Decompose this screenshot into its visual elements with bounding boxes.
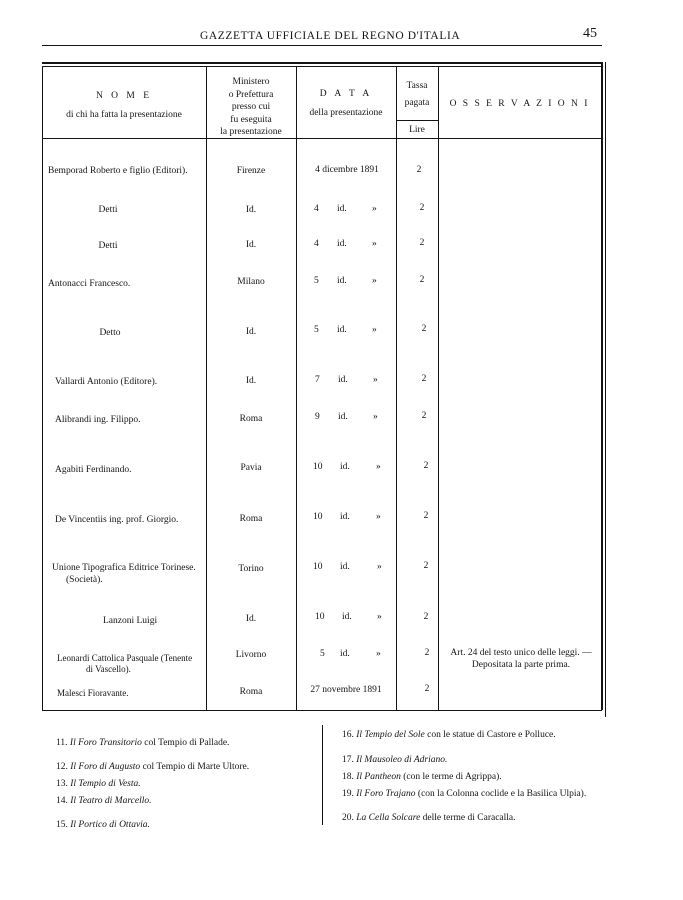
row-place: Roma xyxy=(239,687,263,697)
header-bottom-rule xyxy=(42,138,602,139)
row-name: Bemporad Roberto e figlio (Editori). xyxy=(48,166,188,176)
row-tassa: 2 xyxy=(424,648,430,658)
row-tassa: 2 xyxy=(419,203,425,213)
table-bottom-rule xyxy=(42,710,602,711)
row-place: Id. xyxy=(245,327,257,337)
ministero-line: la presentazione xyxy=(220,127,282,137)
observation-line-1: Art. 24 del testo unico delle leggi. — xyxy=(450,648,592,658)
col-header-tassa xyxy=(396,80,438,109)
table-right-border xyxy=(601,62,603,710)
row-name: Agabiti Ferdinando. xyxy=(55,465,132,475)
row-day: 5 xyxy=(314,325,319,335)
col-header-nome xyxy=(42,90,206,121)
row-place: Milano xyxy=(237,277,265,287)
row-mark: » xyxy=(377,612,382,622)
row-name: Detti xyxy=(98,241,118,251)
row-name: Lanzoni Luigi xyxy=(103,616,158,626)
footnote-item xyxy=(56,762,249,772)
row-day: 5 xyxy=(320,649,325,659)
row-day: 10 xyxy=(313,562,323,572)
row-place: Pavia xyxy=(240,463,262,473)
row-mark: » xyxy=(377,562,382,572)
footnote-rest: col Tempio di Pallade. xyxy=(141,738,230,748)
footnote-num: 15. xyxy=(56,820,68,830)
row-mark: » xyxy=(373,375,378,385)
footnote-rest: con le statue di Castore e Polluce. xyxy=(424,730,556,740)
ministero-line: o Prefettura xyxy=(228,89,274,100)
footnote-item xyxy=(342,772,502,782)
footnote-rest: col Tempio di Marte Ultore. xyxy=(140,762,250,772)
page-number: 45 xyxy=(583,26,597,41)
row-place: Id. xyxy=(245,614,257,624)
row-date: 27 novembre 1891 xyxy=(310,685,382,695)
col-unit-lire: Lire xyxy=(409,125,425,135)
row-mark: » xyxy=(376,512,381,522)
row-day: 7 xyxy=(315,375,320,385)
row-id: id. xyxy=(338,412,348,422)
row-id: id. xyxy=(337,204,347,214)
footnote-num: 11. xyxy=(56,738,68,748)
row-day: 10 xyxy=(313,512,323,522)
footnote-item xyxy=(342,789,586,799)
row-id: id. xyxy=(337,239,347,249)
footnote-title: La Cella Solcare xyxy=(356,813,421,823)
header-rule xyxy=(42,45,602,46)
row-day: 10 xyxy=(315,612,325,622)
footnote-num: 12. xyxy=(56,762,68,772)
row-place: Roma xyxy=(239,514,263,524)
footnote-column-divider xyxy=(322,725,323,825)
footnote-num: 18. xyxy=(342,772,354,782)
ministero-line: Ministero xyxy=(232,77,270,87)
col-header-osservazioni: O S S E R V A Z I O N I xyxy=(449,99,590,109)
footnote-title: Il Mausoleo di Adriano. xyxy=(356,755,448,765)
row-place: Firenze xyxy=(236,166,266,176)
table-top-rule-2 xyxy=(42,66,602,67)
row-name: De Vincentiis ing. prof. Giorgio. xyxy=(55,515,179,525)
footnote-title: Il Tempio del Sole xyxy=(356,730,425,740)
row-mark: » xyxy=(372,325,377,335)
col-header-data xyxy=(296,88,396,119)
row-day: 4 xyxy=(314,239,319,249)
row-id: id. xyxy=(342,612,352,622)
row-name: Unione Tipografica Editrice Torinese. xyxy=(52,563,196,573)
row-day: 9 xyxy=(315,412,320,422)
footnote-rest: (con la Colonna coclide e la Basilica Ulpia). xyxy=(415,789,587,799)
row-name-cont: (Società). xyxy=(66,575,103,585)
row-name: Detti xyxy=(98,205,118,215)
row-day: 4 xyxy=(314,204,319,214)
row-id: id. xyxy=(337,276,347,286)
tassa-unit-rule xyxy=(396,120,438,121)
row-tassa: 2 xyxy=(416,165,422,175)
row-tassa: 2 xyxy=(424,684,430,694)
footnote-item xyxy=(56,738,229,748)
row-name: Vallardi Antonio (Editore). xyxy=(55,377,158,387)
footnote-num: 19. xyxy=(342,789,354,799)
footnote-title: Il Foro Transitorio xyxy=(69,738,142,748)
row-day: 5 xyxy=(314,276,319,286)
footnote-item xyxy=(56,779,141,789)
row-name-cont: di Vascello). xyxy=(86,664,131,674)
ministero-line: presso cui xyxy=(231,102,271,112)
observation-note xyxy=(446,647,596,671)
row-id: id. xyxy=(340,462,350,472)
footnote-num: 14. xyxy=(56,796,68,806)
row-tassa: 2 xyxy=(421,411,427,421)
col-title-nome: N O M E xyxy=(95,91,153,101)
footnote-title: Il Tempio di Vesta. xyxy=(70,779,141,789)
row-mark: » xyxy=(372,239,377,249)
col-divider-2 xyxy=(296,66,297,710)
row-tassa: 2 xyxy=(419,275,425,285)
row-tassa: 2 xyxy=(421,324,427,334)
row-name: Alibrandi ing. Filippo. xyxy=(55,415,141,425)
observation-line-2: Depositata la parte prima. xyxy=(471,660,571,670)
footnote-item xyxy=(342,813,516,823)
row-id: id. xyxy=(338,375,348,385)
page-header-title: GAZZETTA UFFICIALE DEL REGNO D'ITALIA xyxy=(200,30,461,42)
footnote-item xyxy=(342,755,447,765)
row-name: Antonacci Francesco. xyxy=(48,279,131,289)
footnote-title: Il Foro di Augusto xyxy=(70,762,141,772)
row-mark: » xyxy=(376,649,381,659)
footnote-num: 16. xyxy=(342,730,354,740)
ministero-line: fu eseguita xyxy=(230,114,272,125)
footnote-num: 13. xyxy=(56,779,68,789)
table-right-border-2 xyxy=(605,62,606,717)
row-place: Id. xyxy=(245,205,257,215)
col-sub-data: della presentazione xyxy=(309,107,383,118)
col-sub-nome: di chi ha fatta la presentazione xyxy=(66,109,182,120)
row-place: Roma xyxy=(239,414,263,424)
row-place: Torino xyxy=(238,564,264,574)
footnote-item xyxy=(56,820,150,830)
footnote-item xyxy=(342,730,556,740)
row-id: id. xyxy=(340,649,350,659)
footnote-title: Il Portico di Ottavia. xyxy=(70,820,150,830)
row-date: 4 dicembre 1891 xyxy=(315,165,379,175)
footnote-rest: (con le terme di Agrippa). xyxy=(400,772,502,782)
footnote-num: 17. xyxy=(342,755,354,765)
row-mark: » xyxy=(372,204,377,214)
footnote-title: Il Teatro di Marcello. xyxy=(70,796,152,806)
row-tassa: 2 xyxy=(421,374,427,384)
table-left-border xyxy=(42,66,43,710)
table-top-rule xyxy=(42,62,602,64)
row-id: id. xyxy=(340,562,350,572)
tassa-line: pagata xyxy=(404,97,430,108)
row-name: Detto xyxy=(99,328,121,338)
row-day: 10 xyxy=(313,462,323,472)
row-tassa: 2 xyxy=(423,511,429,521)
footnote-rest: delle terme di Caracalla. xyxy=(420,813,516,823)
row-place: Livorno xyxy=(235,650,267,660)
row-place: Id. xyxy=(245,376,257,386)
tassa-line: Tassa xyxy=(406,81,428,91)
row-id: id. xyxy=(340,512,350,522)
row-name: Malesci Fioravante. xyxy=(57,688,129,698)
row-id: id. xyxy=(337,325,347,335)
row-mark: » xyxy=(373,412,378,422)
footnote-title: Il Pantheon xyxy=(356,772,401,782)
row-tassa: 2 xyxy=(423,612,429,622)
row-tassa: 2 xyxy=(423,461,429,471)
row-place: Id. xyxy=(245,240,257,250)
row-tassa: 2 xyxy=(423,561,429,571)
row-name: Leonardi Cattolica Pasquale (Tenente xyxy=(57,653,193,663)
row-mark: » xyxy=(376,462,381,472)
footnote-title: Il Foro Trajano xyxy=(356,789,416,799)
footnote-item xyxy=(56,796,152,806)
col-header-ministero xyxy=(206,76,296,139)
row-tassa: 2 xyxy=(419,238,425,248)
col-title-data: D A T A xyxy=(319,89,373,99)
row-mark: » xyxy=(372,276,377,286)
footnote-num: 20. xyxy=(342,813,354,823)
